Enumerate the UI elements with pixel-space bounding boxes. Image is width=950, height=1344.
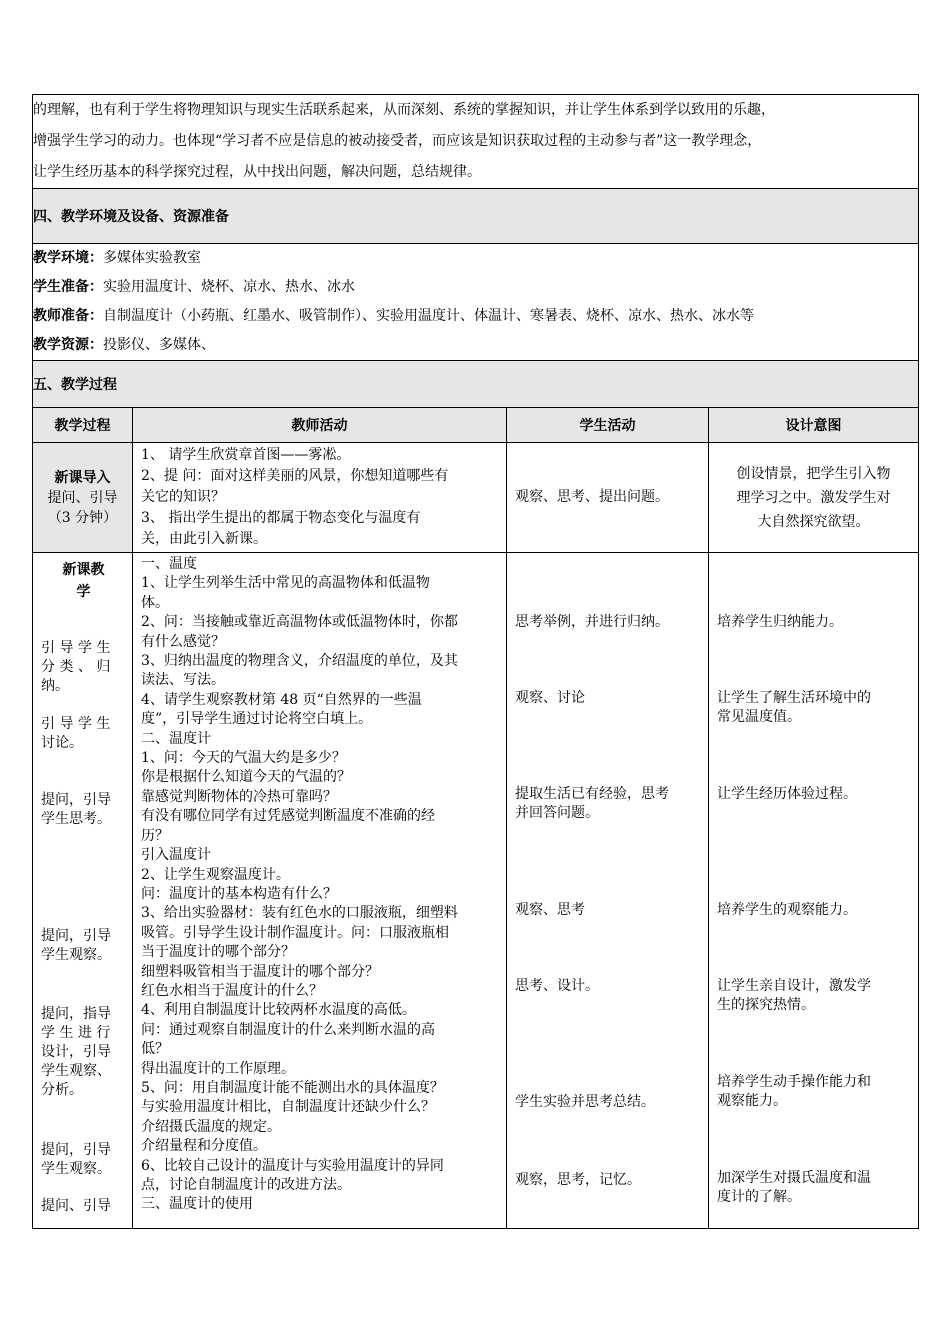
note-line: 提问，引导 (41, 792, 111, 808)
stage-note: 提问、引导 (47, 489, 118, 506)
design-intent-new-lesson (709, 553, 919, 1229)
note-line: 让学生了解生活环境中的 (717, 690, 871, 706)
teacher-line: 当于温度计的哪个部分？ (141, 944, 295, 961)
env-value: 多媒体实验教室 (103, 250, 201, 266)
note-line: 分 类 、 归 (41, 659, 111, 675)
stage-note-6 (41, 1141, 126, 1179)
stage-note-3 (41, 791, 126, 829)
section-4-title: 四、教学环境及设备、资源准备 (33, 189, 919, 244)
intro-line: 让学生经历基本的科学探究过程，从中找出问题，解决问题，总结规律。 (33, 164, 481, 180)
teacher-line: 低？ (141, 1041, 169, 1058)
teacher-line: 得出温度计的工作原理。 (141, 1060, 295, 1077)
note-line: 让学生亲自设计，激发学 (717, 978, 871, 994)
intent-note-3 (717, 785, 912, 804)
design-intent-intro (709, 443, 919, 553)
teacher-line: 2、问：当接触或靠近高温物体或低温物体时，你都 (141, 614, 458, 631)
teacher-line: 有什么感觉？ (141, 633, 225, 650)
stage-note-5 (41, 1005, 126, 1100)
note-line: 提问，引导 (41, 1142, 111, 1158)
teacher-line: 1、 请学生欣赏章首图——雾凇。 (141, 447, 351, 463)
teacher-line: 读法、写法。 (141, 672, 225, 689)
note-line: 观察、讨论 (515, 690, 585, 706)
note-line: 学 生 进 行 (41, 1025, 111, 1041)
student-note-2 (515, 689, 702, 708)
teacher-line: 问：温度计的基本构造有什么？ (141, 885, 337, 902)
note-line: 学生观察。 (41, 947, 111, 963)
teacher-line: 1、问：今天的气温大约是多少？ (141, 750, 346, 767)
stage-note-2 (41, 715, 126, 753)
lesson-plan-table (32, 94, 919, 1229)
stage-title (41, 559, 126, 603)
stage-note-1 (41, 639, 126, 696)
teacher-line: 关它的知识？ (141, 489, 225, 505)
teacher-line: 细塑料吸管相当于温度计的哪个部分？ (141, 963, 379, 980)
env-label: 教师准备： (33, 308, 103, 324)
note-line: 提问，指导 (41, 1006, 111, 1022)
teacher-line: 1、让学生列举生活中常见的高温物体和低温物 (141, 575, 430, 592)
intent-note-1 (717, 613, 912, 632)
teacher-line: 历？ (141, 827, 169, 844)
stage-title: 新课导入 (54, 469, 111, 486)
note-line: 观察，思考，记忆。 (515, 1172, 641, 1188)
teacher-line: 6、比较自己设计的温度计与实验用温度计的异同 (141, 1157, 444, 1174)
teacher-line: 2、让学生观察温度计。 (141, 866, 290, 883)
env-item (33, 273, 918, 302)
teacher-line: 体。 (141, 594, 169, 611)
teacher-activity-intro (133, 443, 507, 553)
section-5-title: 五、教学过程 (33, 361, 919, 408)
env-value: 投影仪、多媒体、 (103, 337, 215, 353)
note-line: 观察能力。 (717, 1093, 787, 1109)
stage-title-line: 新课教 (62, 562, 105, 578)
stage-duration: （3 分钟） (47, 509, 118, 526)
header-process: 教学过程 (33, 408, 133, 443)
stage-intro (33, 443, 133, 553)
env-value: 实验用温度计、烧杯、凉水、热水、冰水 (103, 279, 355, 295)
note-line: 设计，引导 (41, 1044, 111, 1060)
env-value: 自制温度计（小药瓶、红墨水、吸管制作）、实验用温度计、体温计、寒暑表、烧杯、凉水、热水、冰水等 (103, 308, 754, 324)
stage-note-4 (41, 927, 126, 965)
env-item (33, 244, 918, 273)
env-label: 学生准备： (33, 279, 103, 295)
teacher-line: 度”，引导学生通过讨论将空白填上。 (141, 711, 373, 728)
student-note-7 (515, 1171, 702, 1190)
student-note-6 (515, 1093, 702, 1112)
note-line: 提问、引导 (41, 1198, 111, 1214)
note-line: 并回答问题。 (515, 805, 599, 821)
note-line: 学生观察、 (41, 1063, 111, 1079)
environment-list (33, 244, 919, 361)
teacher-line: 4、请学生观察教材第 48 页“自然界的一些温 (141, 691, 422, 708)
note-line: 学生观察。 (41, 1161, 111, 1177)
teacher-line: 4、利用自制温度计比较两杯水温度的高低。 (141, 1002, 416, 1019)
note-line: 让学生经历体验过程。 (717, 786, 857, 802)
stage-title-line: 学 (76, 584, 91, 600)
student-note-4 (515, 901, 702, 920)
env-label: 教学资源： (33, 337, 103, 353)
intent-note-2 (717, 689, 912, 727)
note-line: 提问，引导 (41, 928, 111, 944)
teacher-activity-new-lesson (133, 553, 507, 1229)
note-line: 加深学生对摄氏温度和温 (717, 1170, 871, 1186)
note-line: 分析。 (41, 1082, 83, 1098)
note-line: 观察、思考 (515, 902, 585, 918)
student-note-3 (515, 785, 702, 823)
note-line: 学生实验并思考总结。 (515, 1094, 655, 1110)
intent-line: 理学习之中。激发学生对 (736, 489, 891, 506)
intro-line: 增强学生学习的动力。也体现“学习者不应是信息的被动接受者，而应该是知识获取过程的主动参与者”这一教学理念， (33, 133, 762, 149)
note-line: 培养学生的观察能力。 (717, 902, 857, 918)
intro-paragraph (33, 95, 919, 189)
intent-note-5 (717, 977, 912, 1015)
teacher-line: 三、温度计的使用 (141, 1196, 253, 1213)
note-line: 思考、设计。 (515, 978, 599, 994)
student-note-5 (515, 977, 702, 996)
teacher-line: 5、问：用自制温度计能不能测出水的具体温度？ (141, 1079, 444, 1096)
env-label: 教学环境： (33, 250, 103, 266)
teacher-line: 引入温度计 (141, 847, 211, 864)
note-line: 纳。 (41, 678, 69, 694)
student-activity-intro: 观察、思考、提出问题。 (507, 443, 709, 553)
intent-line: 创设情景，把学生引入物 (736, 465, 891, 482)
teacher-line: 红色水相当于温度计的什么？ (141, 982, 323, 999)
teacher-line: 关，由此引入新课。 (141, 531, 267, 547)
teacher-line: 有没有哪位同学有过凭感觉判断温度不准确的经 (141, 808, 435, 825)
header-student: 学生活动 (507, 408, 709, 443)
teacher-line: 3、给出实验器材：装有红色水的口服液瓶，细塑料 (141, 905, 458, 922)
env-item (33, 331, 918, 360)
stage-new-lesson (33, 553, 133, 1229)
student-note-1 (515, 613, 702, 632)
teacher-line: 一、温度 (141, 556, 197, 572)
note-line: 讨论。 (41, 735, 83, 751)
header-intent: 设计意图 (709, 408, 919, 443)
note-line: 引 导 学 生 (41, 716, 111, 732)
teacher-line: 二、温度计 (141, 730, 211, 747)
note-line: 引 导 学 生 (41, 640, 111, 656)
teacher-line: 点，讨论自制温度计的改进方法。 (141, 1177, 351, 1193)
note-line: 培养学生动手操作能力和 (717, 1074, 871, 1090)
teacher-line: 问：通过观察自制温度计的什么来判断水温的高 (141, 1021, 435, 1038)
teacher-line: 靠感觉判断物体的冷热可靠吗？ (141, 788, 337, 805)
header-teacher: 教师活动 (133, 408, 507, 443)
env-item (33, 302, 918, 331)
student-activity-new-lesson (507, 553, 709, 1229)
note-line: 提取生活已有经验，思考 (515, 786, 669, 802)
teacher-line: 你是根据什么知道今天的气温的？ (141, 769, 351, 786)
note-line: 生的探究热情。 (717, 997, 815, 1013)
teacher-line: 3、归纳出温度的物理含义，介绍温度的单位，及其 (141, 653, 458, 670)
teacher-line: 3、 指出学生提出的都属于物态变化与温度有 (141, 510, 421, 526)
teacher-line: 2、提 问：面对这样美丽的风景，你想知道哪些有 (141, 468, 449, 484)
note-line: 学生思考。 (41, 811, 111, 827)
teacher-line: 与实验用温度计相比，自制温度计还缺少什么？ (141, 1099, 435, 1116)
note-line: 思考举例，并进行归纳。 (515, 614, 669, 630)
note-line: 度计的了解。 (717, 1189, 801, 1205)
intent-line: 大自然探究欲望。 (757, 513, 870, 530)
intent-note-7 (717, 1169, 912, 1207)
intent-note-6 (717, 1073, 912, 1111)
teacher-line: 介绍摄氏温度的规定。 (141, 1118, 281, 1135)
intro-line: 的理解，也有利于学生将物理知识与现实生活联系起来，从而深刻、系统的掌握知识，并让学生体系到学以致用的乐趣， (33, 102, 775, 118)
note-line: 常见温度值。 (717, 709, 801, 725)
stage-note-7 (41, 1197, 126, 1216)
teacher-lines (141, 555, 498, 1215)
teacher-line: 吸管。引导学生设计制作温度计。问：口服液瓶相 (141, 924, 449, 941)
note-line: 培养学生归纳能力。 (717, 614, 843, 630)
intent-note-4 (717, 901, 912, 920)
teacher-line: 介绍量程和分度值。 (141, 1138, 267, 1155)
document-page (32, 94, 918, 1229)
